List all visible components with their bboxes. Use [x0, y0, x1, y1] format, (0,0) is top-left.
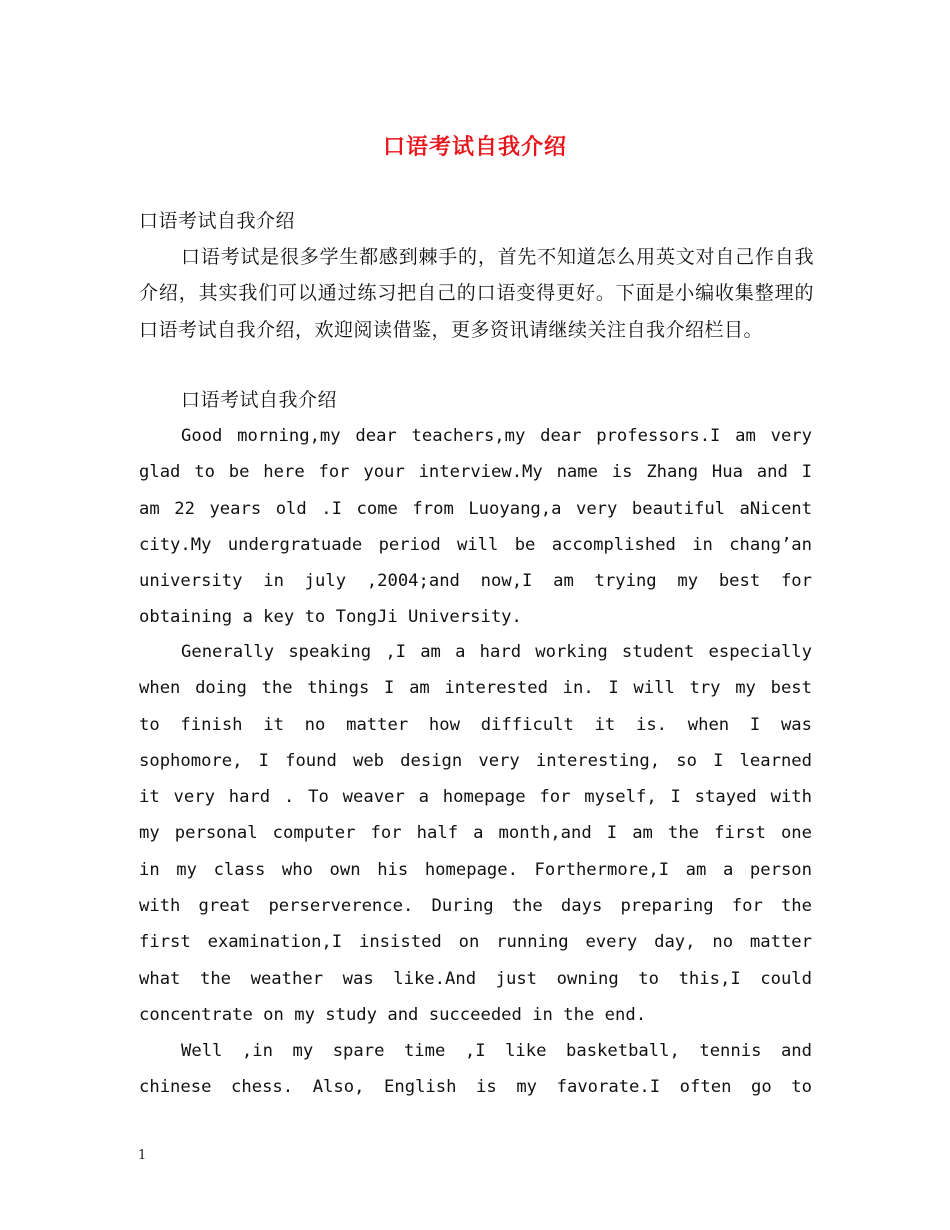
text-line: first examination,I insisted on running every day, no matter [139, 932, 812, 953]
subheading: 口语考试自我介绍 [181, 389, 338, 411]
text-line: Generally speaking ,I am a hard working student especially [181, 642, 812, 662]
text-line: Well ,in my spare time ,I like basketball, tennis and [181, 1041, 812, 1061]
text-line: Good morning,my dear teachers,my dear professors.I am very [181, 426, 812, 446]
text-line: it very hard . To weaver a homepage for myself, I stayed with [139, 787, 812, 808]
intro-paragraph: 口语考试是很多学生都感到棘手的，首先不知道怎么用英文对自己作自我介绍，其实我们可以通过练习把自己的口语变得更好。下面是小编收集整理的口语考试自我介绍，欢迎阅读借鉴，更多资讯请继续关注自我介绍栏目。 [139, 246, 814, 341]
document-title: 口语考试自我介绍 [382, 134, 567, 160]
text-line: when doing the things I am interested in. I will try my best [139, 678, 812, 699]
text-line: obtaining a key to TongJi University. [139, 607, 522, 628]
text-line: my personal computer for half a month,and I am the first one [139, 823, 812, 844]
text-line: glad to be here for your interview.My name is Zhang Hua and I [139, 462, 812, 483]
text-line: to finish it no matter how difficult it is. when I was [139, 714, 812, 735]
page-number: 1 [138, 1148, 147, 1163]
english-paragraph-2 [139, 634, 812, 1033]
text-line: with great perserverence. During the days preparing for the [139, 896, 812, 917]
english-paragraph-3 [139, 1033, 812, 1106]
text-line: am 22 years old .I come from Luoyang,a very beautiful aNicent [139, 498, 812, 519]
text-line: university in july ,2004;and now,I am trying my best for [139, 571, 812, 592]
text-line: in my class who own his homepage. Forthermore,I am a person [139, 859, 812, 880]
text-line: chinese chess. Also, English is my favorate.I often go to [139, 1077, 812, 1098]
text-line: what the weather was like.And just owning to this,I could [139, 968, 812, 989]
text-line: sophomore, I found web design very interesting, so I learned [139, 750, 812, 771]
english-paragraph-1 [139, 418, 812, 636]
section-heading: 口语考试自我介绍 [139, 210, 296, 232]
text-line: concentrate on my study and succeeded in the end. [139, 1004, 647, 1025]
text-line: city.My undergratuade period will be accomplished in chang’an [139, 534, 812, 555]
